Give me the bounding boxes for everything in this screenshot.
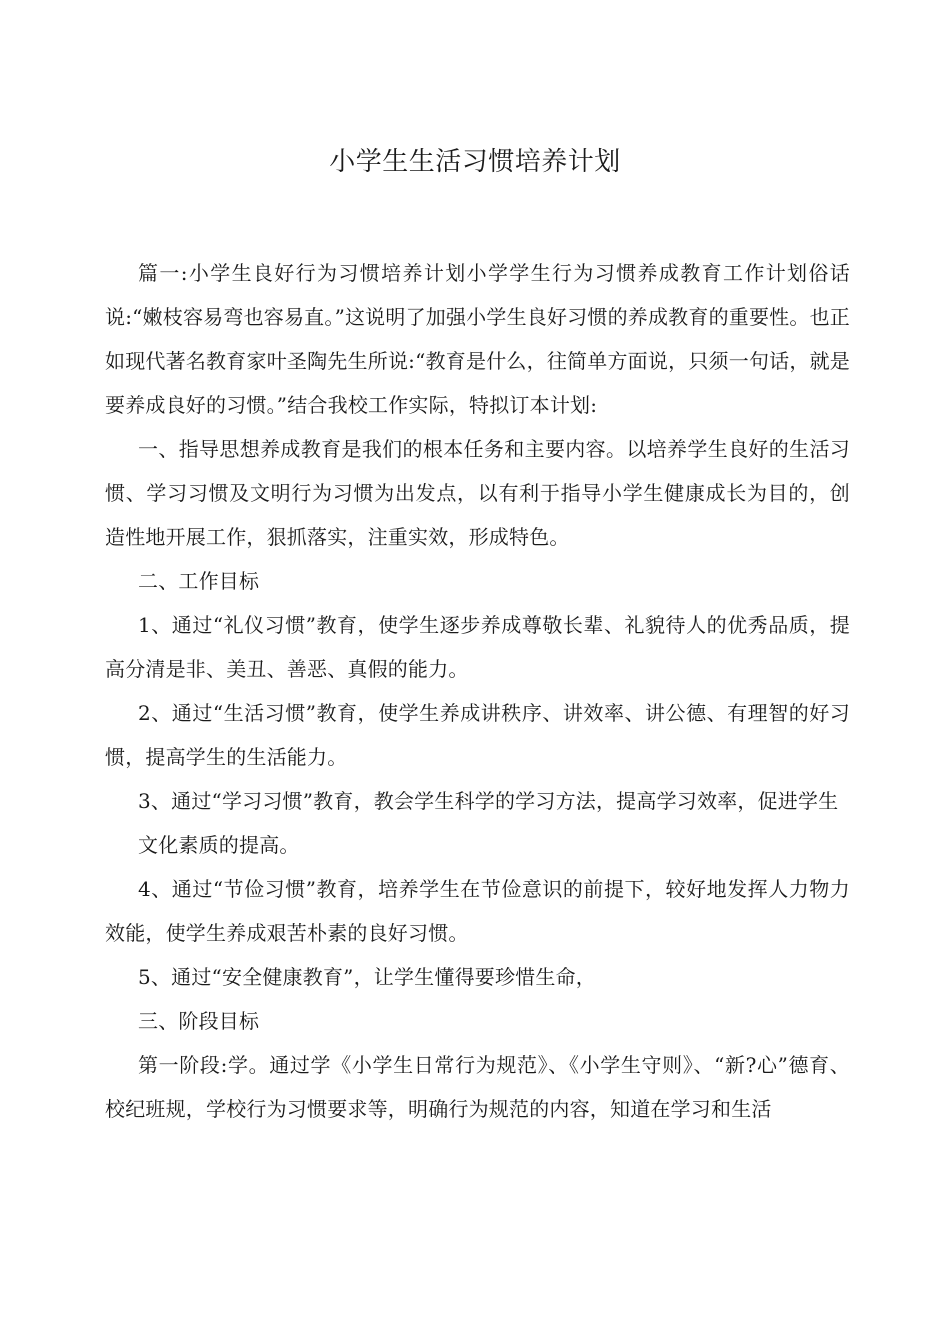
paragraph-goal-5: 5、通过“安全健康教育”，让学生懂得要珍惜生命，: [138, 965, 596, 989]
paragraph-goal-4: 4、通过“节俭习惯”教育，培养学生在节俭意识的前提下，较好地发挥人力物力效能，使学生养成艰苦朴素的良好习惯。: [105, 877, 850, 945]
heading-stage-goals: 三、阶段目标: [138, 1009, 260, 1033]
paragraph-goal-3-continued: 文化素质的提高。: [138, 833, 300, 857]
document-title: 小学生生活习惯培养计划: [329, 147, 621, 177]
document-body: [105, 251, 850, 1131]
paragraph-goal-3: 3、通过“学习习惯”教育，教会学生科学的学习方法，提高学习效率，促进学生: [138, 789, 839, 813]
paragraph-goal-1: 1、通过“礼仪习惯”教育，使学生逐步养成尊敬长辈、礼貌待人的优秀品质，提高分清是非、美丑、善恶、真假的能力。: [105, 613, 850, 681]
paragraph-guiding-thought: 一、指导思想养成教育是我们的根本任务和主要内容。以培养学生良好的生活习惯、学习习惯及文明行为习惯为出发点，以有利于指导小学生健康成长为目的，创造性地开展工作，狠抓落实，注重实效，形成特色。: [105, 437, 850, 549]
heading-work-goals: 二、工作目标: [138, 569, 260, 593]
paragraph-goal-2: 2、通过“生活习惯”教育，使学生养成讲秩序、讲效率、讲公德、有理智的好习惯，提高学生的生活能力。: [105, 701, 850, 769]
paragraph-stage-1: 第一阶段:学。通过学《小学生日常行为规范》、《小学生守则》、“新?心”德育、校纪班规，学校行为习惯要求等，明确行为规范的内容，知道在学习和生活: [105, 1053, 850, 1121]
paragraph-intro: 篇一:小学生良好行为习惯培养计划小学学生行为习惯养成教育工作计划俗话说:“嫩枝容易弯也容易直。”这说明了加强小学生良好习惯的养成教育的重要性。也正如现代著名教育家叶圣陶先生所说:“教育是什么，往简单方面说，只须一句话，就是要养成良好的习惯。”结合我校工作实际，特拟订本计划:: [105, 261, 850, 417]
